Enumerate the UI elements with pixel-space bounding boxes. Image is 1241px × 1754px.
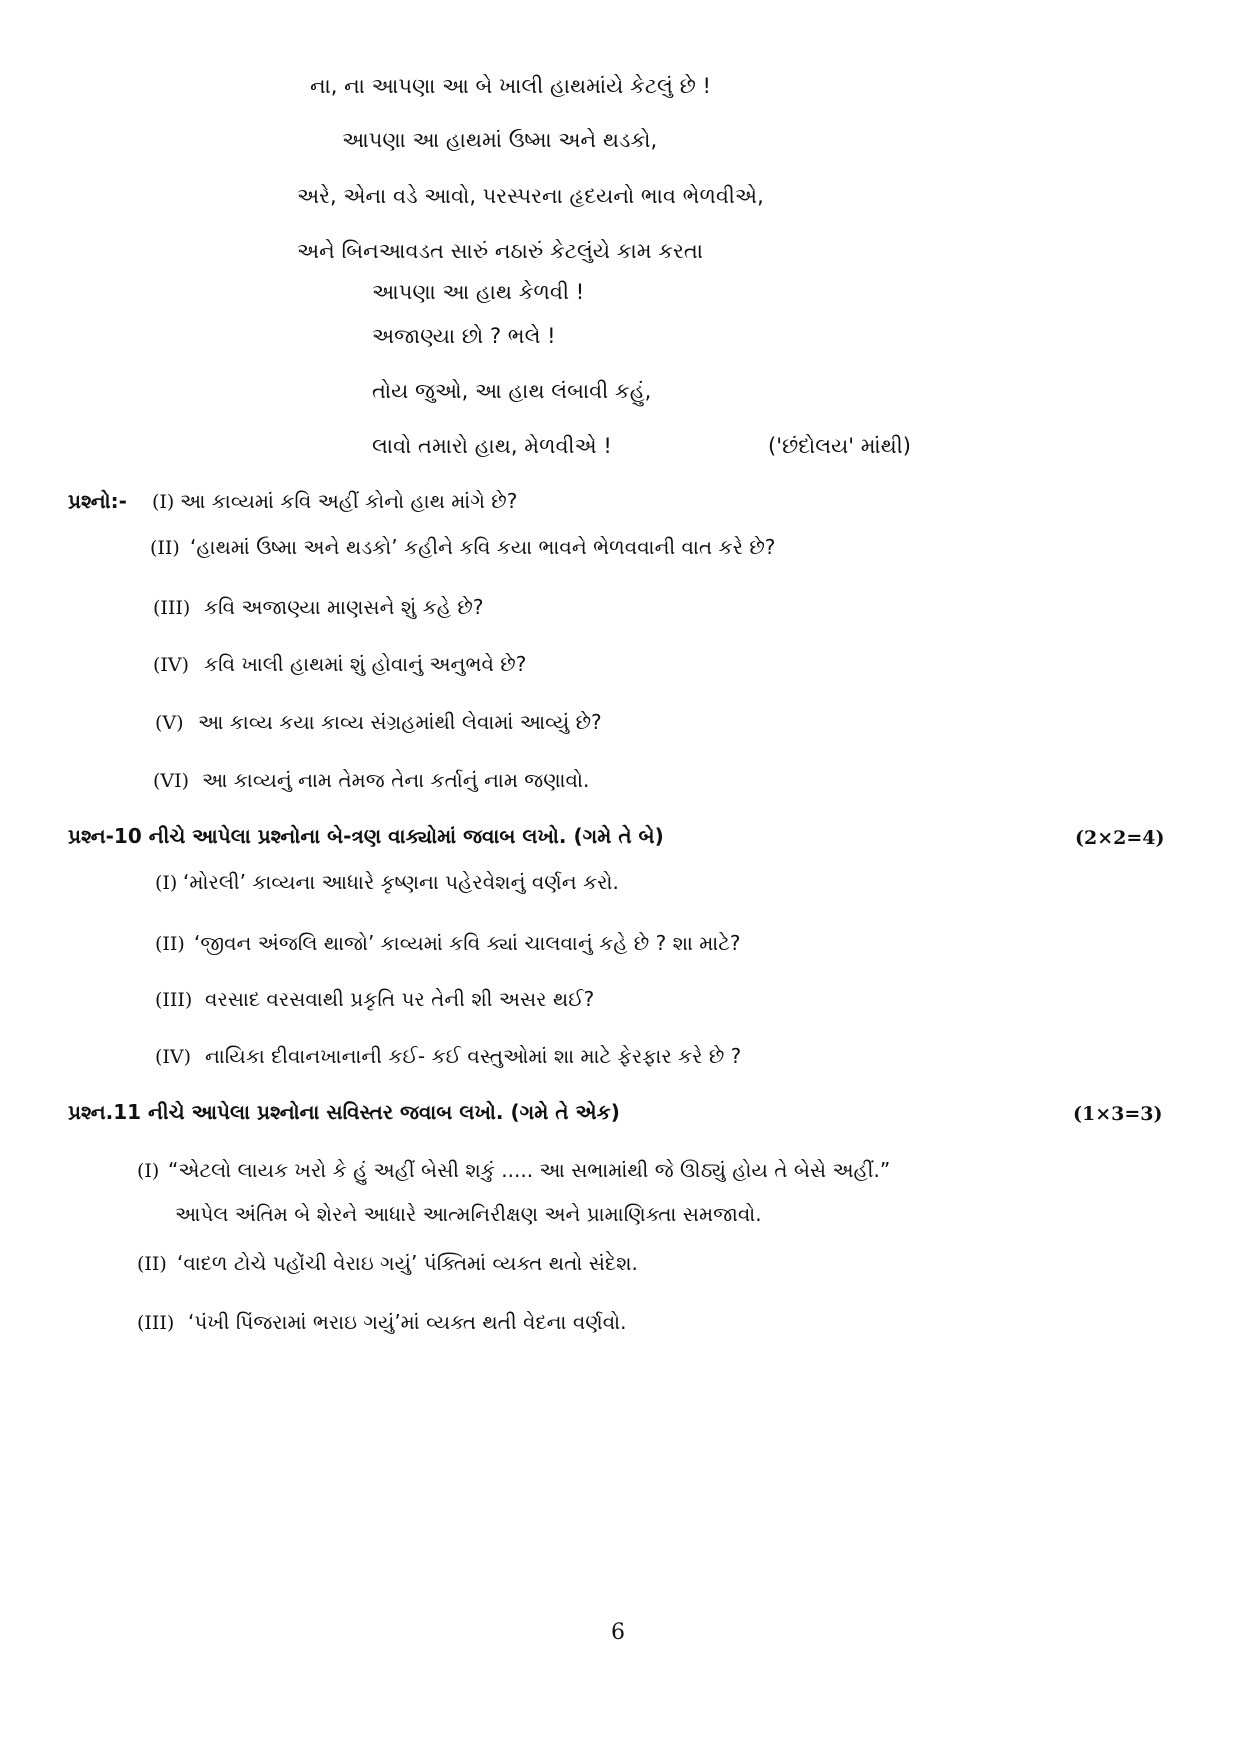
- questions-heading: પ્રશ્નો:-: [68, 489, 127, 513]
- question-text: “એટલો લાયક ખરો કે હું અહીં બેસી શકું ..... આ સભામાંથી જે ઊઠ્યું હોય તે બેસે અહીં.”: [168, 1158, 891, 1182]
- poem-line: આપણા આ હાથ કેળવી !: [372, 280, 585, 304]
- poem-line: ના, ના આપણા આ બે ખાલી હાથમાંયે કેટલું છે !: [310, 74, 711, 98]
- question-text: ‘મોરલી’ કાવ્યના આધારે કૃષ્ણના પહેરવેશનું વર્ણન કરો.: [183, 870, 619, 894]
- question-number: (III): [137, 1312, 175, 1334]
- question-text: ‘પંખી પિંજરામાં ભરાઇ ગયું’માં વ્યક્ત થતી વેદના વર્ણવો.: [188, 1310, 627, 1334]
- question-text: કવિ ખાલી હાથમાં શું હોવાનું અનુભવે છે?: [204, 652, 527, 676]
- question-11-heading: પ્રશ્ન.11 નીચે આપેલા પ્રશ્નોના સવિસ્તર જવાબ લખો. (ગમે તે એક): [68, 1100, 620, 1124]
- question-number: (III): [155, 989, 193, 1011]
- poem-line: અજાણ્યા છો ? ભલે !: [372, 324, 556, 348]
- question-10-marks: (2×2=4): [1075, 827, 1165, 849]
- question-text: ‘હાથમાં ઉષ્મા અને થડકો’ કહીને કવિ કયા ભાવને ભેળવવાની વાત કરે છે?: [190, 535, 776, 559]
- poem-source: ('છંદોલય' માંથી): [768, 434, 911, 458]
- question-text: ‘વાદળ ટોચે પહોંચી વેરાઇ ગયું’ પંક્તિમાં વ્યક્ત થતો સંદેશ.: [177, 1251, 638, 1275]
- poem-line: તોય જુઓ, આ હાથ લંબાવી કહું,: [372, 379, 652, 403]
- question-text: આ કાવ્યમાં કવિ અહીં કોનો હાથ માંગે છે?: [180, 489, 518, 513]
- question-number: (II): [155, 933, 185, 955]
- question-number: (I): [152, 491, 175, 513]
- page-number: 6: [611, 1620, 625, 1645]
- question-text: ‘જીવન અંજલિ થાજો’ કાવ્યમાં કવિ ક્યાં ચાલવાનું કહે છે ? શા માટે?: [194, 931, 741, 955]
- question-11-marks: (1×3=3): [1073, 1103, 1163, 1125]
- question-text: આ કાવ્ય કયા કાવ્ય સંગ્રહમાંથી લેવામાં આવ્યું છે?: [198, 710, 602, 734]
- question-number: (I): [137, 1160, 160, 1182]
- question-number: (II): [150, 537, 180, 559]
- question-10-heading: પ્રશ્ન-10 નીચે આપેલા પ્રશ્નોના બે-ત્રણ વાક્યોમાં જવાબ લખો. (ગમે તે બે): [68, 824, 664, 848]
- question-text-continued: આપેલ અંતિમ બે શેરને આધારે આત્મનિરીક્ષણ અને પ્રામાણિક્તા સમજાવો.: [175, 1202, 762, 1226]
- question-number: (VI): [153, 770, 190, 792]
- question-number: (V): [155, 712, 184, 734]
- question-text: કવિ અજાણ્યા માણસને શું કહે છે?: [204, 595, 484, 619]
- question-number: (IV): [153, 654, 190, 676]
- question-text: વરસાદ વરસવાથી પ્રકૃતિ પર તેની શી અસર થઈ?: [205, 987, 595, 1011]
- question-number: (IV): [155, 1046, 192, 1068]
- poem-line: આપણા આ હાથમાં ઉષ્મા અને થડકો,: [342, 128, 658, 152]
- question-number: (II): [137, 1253, 167, 1275]
- poem-line: લાવો તમારો હાથ, મેળવીએ !: [372, 434, 612, 458]
- question-text: નાયિકા દીવાનખાનાની કઈ- કઈ વસ્તુઓમાં શા માટે ફેરફાર કરે છે ?: [205, 1044, 742, 1068]
- question-text: આ કાવ્યનું નામ તેમજ તેના કર્તાનું નામ જણાવો.: [202, 768, 590, 792]
- poem-line: અને બિનઆવડત સારું નઠારું કેટલુંયે કામ કરતા: [297, 239, 703, 263]
- question-number: (III): [153, 597, 191, 619]
- question-number: (I): [155, 872, 178, 894]
- poem-line: અરે, એના વડે આવો, પરસ્પરના હૃદયનો ભાવ ભેળવીએ,: [297, 184, 764, 208]
